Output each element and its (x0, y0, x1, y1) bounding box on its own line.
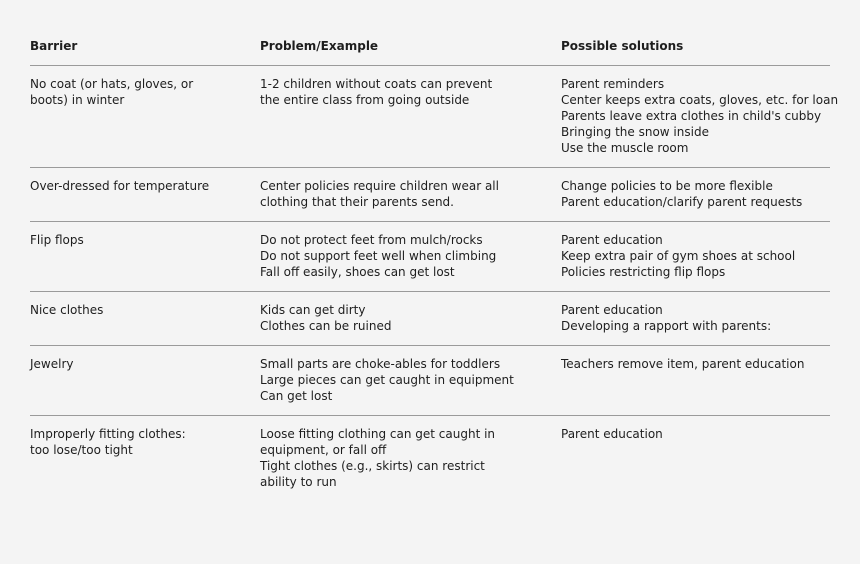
header-possible-solutions: Possible solutions (561, 34, 830, 66)
solutions-cell-line: Use the muscle room (561, 141, 689, 155)
table-row (30, 292, 830, 346)
solutions-cell-line: Developing a rapport with parents: (561, 319, 772, 333)
problem-cell-line: Do not support feet well when climbing (260, 249, 497, 263)
problem-cell (260, 168, 561, 222)
header-problem-example: Problem/Example (260, 34, 561, 66)
barrier-cell-line: Flip flops (30, 233, 84, 247)
solutions-cell-line: Parents leave extra clothes in child's cubby (561, 109, 822, 123)
solutions-cell-line: Change policies to be more flexible (561, 179, 773, 193)
solutions-cell (561, 292, 830, 346)
solutions-cell (561, 168, 830, 222)
problem-cell-line: the entire class from going outside (260, 93, 470, 107)
document-page (30, 0, 839, 564)
solutions-cell-line: Parent education (561, 233, 663, 247)
table-header-row (30, 34, 830, 66)
barrier-cell-line: Improperly fitting clothes: (30, 427, 186, 441)
header-barrier: Barrier (30, 34, 260, 66)
problem-cell (260, 292, 561, 346)
problem-cell-line: Do not protect feet from mulch/rocks (260, 233, 483, 247)
barrier-cell (30, 66, 260, 168)
problem-cell (260, 416, 561, 502)
solutions-cell-line: Teachers remove item, parent education (561, 357, 805, 371)
problem-cell-line: Can get lost (260, 389, 333, 403)
problem-cell-line: equipment, or fall off (260, 443, 387, 457)
solutions-cell-line: Keep extra pair of gym shoes at school (561, 249, 796, 263)
barrier-cell-line: too lose/too tight (30, 443, 133, 457)
problem-cell-line: Clothes can be ruined (260, 319, 392, 333)
problem-cell-line: Large pieces can get caught in equipment (260, 373, 514, 387)
problem-cell-line: Kids can get dirty (260, 303, 366, 317)
solutions-cell-line: Center keeps extra coats, gloves, etc. for loan (561, 93, 839, 107)
solutions-cell-line: Bringing the snow inside (561, 125, 709, 139)
problem-cell-line: Fall off easily, shoes can get lost (260, 265, 455, 279)
solutions-cell (561, 416, 830, 502)
barrier-cell-line: Nice clothes (30, 303, 104, 317)
solutions-cell (561, 346, 830, 416)
table-row (30, 416, 830, 502)
solutions-cell-line: Parent reminders (561, 77, 665, 91)
solutions-cell-line: Parent education (561, 427, 663, 441)
problem-cell-line: Small parts are choke-ables for toddlers (260, 357, 501, 371)
barriers-table (30, 34, 839, 501)
table-row (30, 222, 830, 292)
barrier-cell (30, 222, 260, 292)
problem-cell-line: 1-2 children without coats can prevent (260, 77, 493, 91)
barrier-cell (30, 292, 260, 346)
solutions-cell (561, 222, 830, 292)
problem-cell-line: Tight clothes (e.g., skirts) can restrict (260, 459, 485, 473)
table-row (30, 168, 830, 222)
table-row (30, 66, 830, 168)
problem-cell (260, 222, 561, 292)
problem-cell-line: ability to run (260, 475, 337, 489)
solutions-cell-line: Parent education/clarify parent requests (561, 195, 803, 209)
barrier-cell (30, 168, 260, 222)
barrier-cell-line: boots) in winter (30, 93, 125, 107)
barrier-cell (30, 346, 260, 416)
solutions-cell-line: Parent education (561, 303, 663, 317)
problem-cell-line: Loose fitting clothing can get caught in (260, 427, 496, 441)
problem-cell-line: clothing that their parents send. (260, 195, 454, 209)
problem-cell (260, 66, 561, 168)
problem-cell-line: Center policies require children wear all (260, 179, 499, 193)
solutions-cell-line: Policies restricting flip flops (561, 265, 726, 279)
barrier-cell-line: No coat (or hats, gloves, or (30, 77, 194, 91)
table-body (30, 66, 839, 502)
barrier-cell (30, 416, 260, 502)
barrier-cell-line: Jewelry (30, 357, 74, 371)
problem-cell (260, 346, 561, 416)
barrier-cell-line: Over-dressed for temperature (30, 179, 210, 193)
table-row (30, 346, 830, 416)
solutions-cell (561, 66, 839, 168)
